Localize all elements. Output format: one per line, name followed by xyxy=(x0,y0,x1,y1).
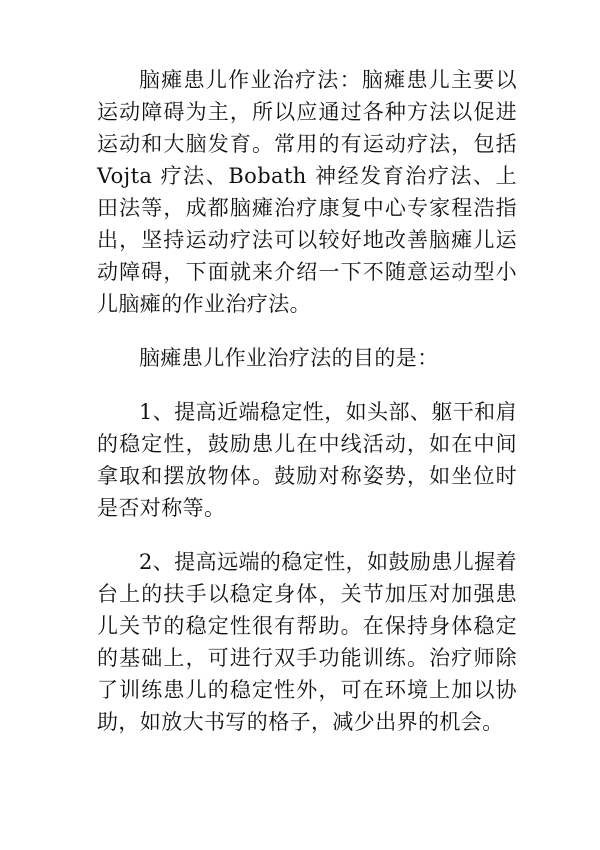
document-page xyxy=(97,64,517,738)
point-2-paragraph: 2、提高远端的稳定性，如鼓励患儿握着台上的扶手以稳定身体，关节加压对加强患儿关节的稳定性很有帮助。在保持身体稳定的基础上，可进行双手功能训练。治疗师除了训练患儿的稳定性外，可在环境上加以协助，如放大书写的格子，减少出界的机会。 xyxy=(97,550,517,734)
intro-paragraph: 脑瘫患儿作业治疗法：脑瘫患儿主要以运动障碍为主，所以应通过各种方法以促进运动和大脑发育。常用的有运动疗法，包括 Vojta 疗法、Bobath 神经发育治疗法、上田法等，成都脑瘫治疗康复中心专家程浩指出，坚持运动疗法可以较好地改善脑瘫儿运动障碍，下面就来介绍一下不随意运动型小儿脑瘫的作业治疗法。 xyxy=(97,68,517,316)
purpose-heading-paragraph: 脑瘫患儿作业治疗法的目的是： xyxy=(139,346,439,370)
point-1-paragraph: 1、提高近端稳定性，如头部、躯干和肩的稳定性，鼓励患儿在中线活动，如在中间拿取和摆放物体。鼓励对称姿势，如坐位时是否对称等。 xyxy=(97,400,517,520)
